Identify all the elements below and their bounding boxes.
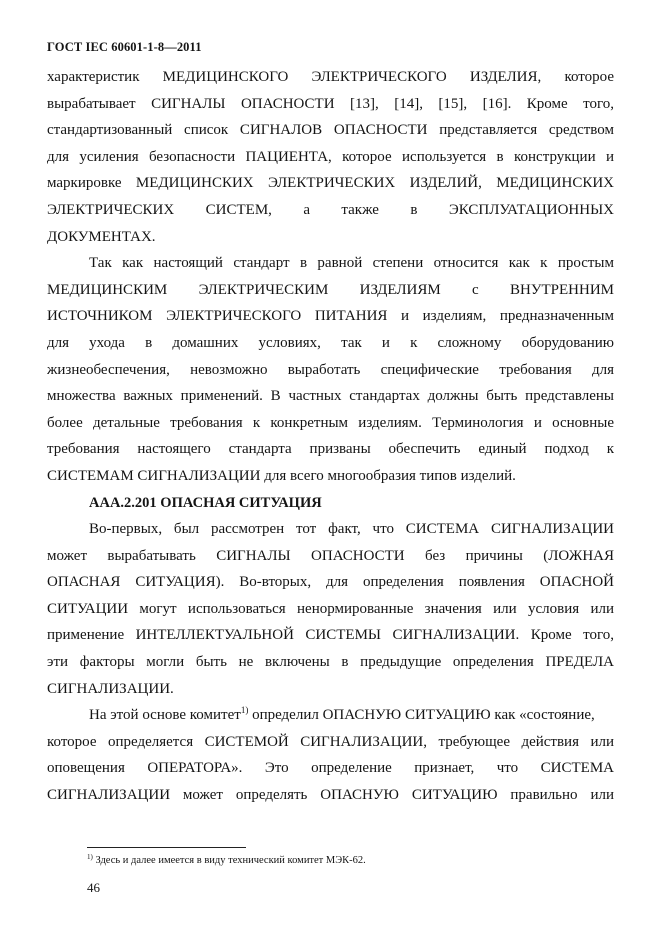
text-line: маркировке МЕДИЦИНСКИХ ЭЛЕКТРИЧЕСКИХ ИЗДЕЛИЙ, МЕДИЦИНСКИХ [47, 175, 614, 192]
text-line: эти факторы могли быть не включены в предыдущие определения ПРЕДЕЛА [47, 654, 614, 671]
text-line: ИСТОЧНИКОМ ЭЛЕКТРИЧЕСКОГО ПИТАНИЯ и изделиям, предназначенным [47, 308, 614, 325]
standard-header: ГОСТ IEC 60601-1-8—2011 [47, 40, 202, 54]
text-line: для ухода в домашних условиях, так и к сложному оборудованию [47, 334, 614, 351]
text-line: которое определяется СИСТЕМОЙ СИГНАЛИЗАЦИИ, требующее действия или [47, 733, 614, 750]
text-line: ЭЛЕКТРИЧЕСКИХ СИСТЕМ, а также в ЭКСПЛУАТАЦИОННЫХ [47, 201, 614, 218]
text-line: Во-первых, был рассмотрен тот факт, что СИСТЕМА СИГНАЛИЗАЦИИ [89, 521, 614, 538]
footnote [87, 853, 366, 866]
text-line: множества важных применений. В частных стандартах должны быть представлены [47, 388, 614, 405]
text-line: СИГНАЛИЗАЦИИ может определять ОПАСНУЮ СИТУАЦИЮ правильно или [47, 787, 614, 804]
text-line: СИТУАЦИИ могут использоваться ненормированные значения или условия или [47, 600, 614, 617]
body-text [47, 64, 614, 809]
footnote-text: Здесь и далее имеется в виду технический комитет МЭК-62. [92, 855, 366, 866]
page-number: 46 [87, 880, 100, 895]
footnote-mark: 1) [87, 853, 93, 861]
text-line: СИГНАЛИЗАЦИИ. [47, 680, 174, 697]
section-heading: ААА.2.201 ОПАСНАЯ СИТУАЦИЯ [89, 494, 322, 511]
text-line: для усиления безопасности ПАЦИЕНТА, которое используется в конструкции и [47, 148, 614, 165]
text-line [47, 702, 614, 729]
text-line: Так как настоящий стандарт в равной степени относится как к простым [89, 255, 614, 272]
text-line: более детальные требования к конкретным изделиям. Терминология и основные [47, 414, 614, 431]
text-fragment: определил ОПАСНУЮ СИТУАЦИЮ как «состояние, [248, 707, 595, 724]
text-line: применение ИНТЕЛЛЕКТУАЛЬНОЙ СИСТЕМЫ СИГНАЛИЗАЦИИ. Кроме того, [47, 627, 614, 644]
text-line: ДОКУМЕНТАХ. [47, 228, 156, 245]
footnote-reference: 1) [240, 705, 249, 716]
text-line: требования настоящего стандарта призваны обеспечить единый подход к [47, 441, 614, 458]
text-line: ОПАСНАЯ СИТУАЦИЯ). Во-вторых, для определения появления ОПАСНОЙ [47, 574, 614, 591]
footnote-divider [87, 847, 246, 848]
text-line: оповещения ОПЕРАТОРА». Это определение признает, что СИСТЕМА [47, 760, 614, 777]
text-line: вырабатывает СИГНАЛЫ ОПАСНОСТИ [13], [14], [15], [16]. Кроме того, [47, 95, 614, 112]
text-line: может вырабатывать СИГНАЛЫ ОПАСНОСТИ без причины (ЛОЖНАЯ [47, 547, 614, 564]
text-line: характеристик МЕДИЦИНСКОГО ЭЛЕКТРИЧЕСКОГО ИЗДЕЛИЯ, которое [47, 69, 614, 85]
text-fragment: На этой основе комитет [89, 707, 241, 724]
text-line: СИСТЕМАМ СИГНАЛИЗАЦИИ для всего многообразия типов изделий. [47, 467, 516, 484]
text-line: стандартизованный список СИГНАЛОВ ОПАСНОСТИ представляется средством [47, 122, 614, 139]
text-line: МЕДИЦИНСКИМ ЭЛЕКТРИЧЕСКИМ ИЗДЕЛИЯМ с ВНУТРЕННИМ [47, 281, 614, 298]
text-line: жизнеобеспечения, невозможно выработать специфические требования для [47, 361, 614, 378]
